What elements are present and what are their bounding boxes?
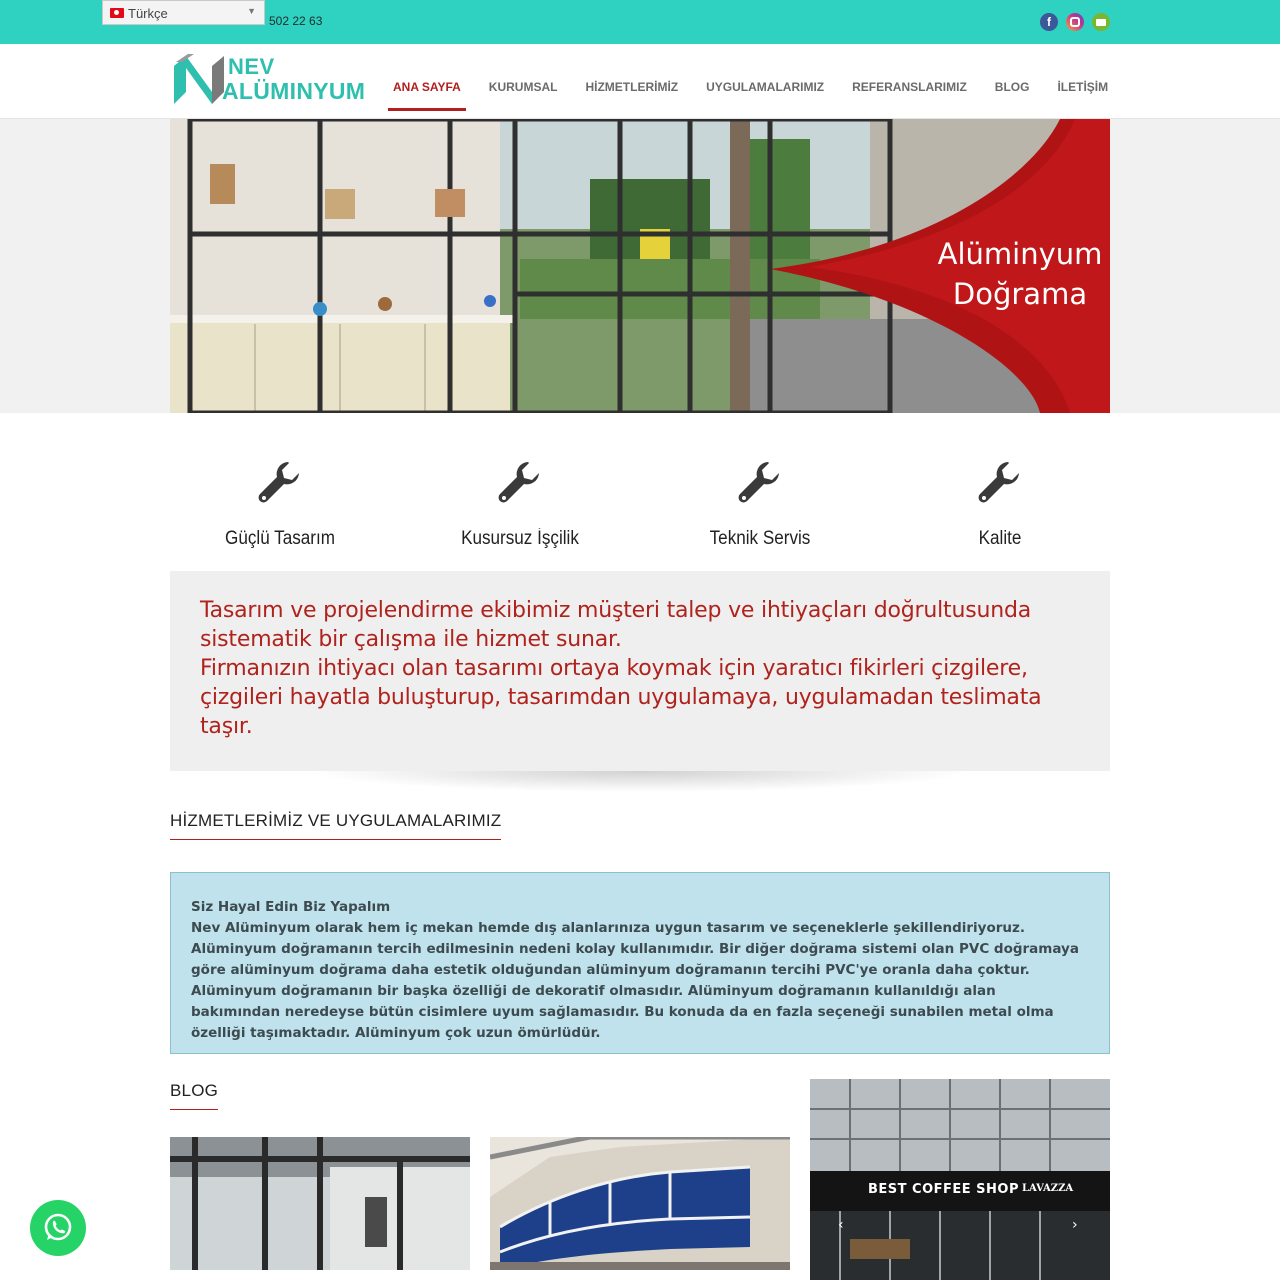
nav-item-corporate[interactable]: KURUMSAL (488, 80, 558, 94)
instagram-icon[interactable] (1066, 13, 1084, 31)
hero-caption-line1: Alüminyum (937, 237, 1103, 271)
blog-thumbnail[interactable] (170, 1137, 470, 1270)
intro-paragraph-1: Tasarım ve projelendirme ekibimiz müşteri talep ve ihtiyaçları doğrultusunda sistematik bir çalışma ile hizmet sunar. (200, 598, 1032, 652)
shop-sign-text: BEST COFFEE SHOP (868, 1182, 1020, 1197)
blog-image-balcony (490, 1137, 790, 1270)
nav-item-home[interactable]: ANA SAYFA (393, 80, 461, 111)
blog-image-coffee-shop (810, 1079, 1110, 1280)
nav-item-services[interactable]: HİZMETLERİMİZ (585, 80, 679, 94)
blog-section-title: BLOG (170, 1081, 218, 1110)
nav-item-contact[interactable]: İLETİŞİM (1057, 80, 1109, 94)
shop-brand-text: LAVAZZA (1022, 1183, 1074, 1194)
language-select[interactable] (102, 0, 265, 25)
site-header (0, 44, 1280, 119)
slider-prev-arrow[interactable]: ‹ (838, 1217, 844, 1233)
mail-icon[interactable] (1092, 13, 1110, 31)
intro-quote (170, 571, 1110, 771)
features-row (170, 460, 1110, 560)
wrench-icon (738, 460, 782, 504)
blog-featured-image[interactable] (810, 1079, 1110, 1280)
top-bar (0, 0, 1280, 44)
services-heading: Siz Hayal Edin Biz Yapalım (191, 899, 391, 915)
site-logo[interactable] (172, 52, 372, 108)
logo-mark-icon (172, 52, 226, 106)
nav-item-blog[interactable]: BLOG (994, 80, 1030, 94)
feature-item (170, 460, 390, 560)
feature-label: Kalite (978, 528, 1022, 549)
language-label: Türkçe (128, 6, 168, 21)
phone-number: 502 22 63 (269, 14, 323, 28)
feature-item (410, 460, 630, 560)
hero-caption (930, 234, 1110, 314)
feature-label: Kusursuz İşçilik (461, 528, 579, 549)
hero-slider[interactable] (170, 119, 1110, 413)
facebook-icon[interactable]: f (1040, 13, 1058, 31)
blog-image-door (170, 1137, 470, 1270)
slider-next-arrow[interactable]: › (1072, 1217, 1078, 1233)
wrench-icon (498, 460, 542, 504)
blog-thumbnail[interactable] (490, 1137, 790, 1270)
logo-line2: ALÜMINYUM (222, 78, 366, 104)
chevron-down-icon: ▼ (247, 6, 256, 16)
turkey-flag-icon (110, 8, 124, 18)
services-info-box (170, 872, 1110, 1054)
whatsapp-button[interactable] (30, 1200, 86, 1256)
hero-caption-line2: Doğrama (952, 277, 1088, 311)
whatsapp-icon (42, 1212, 74, 1244)
quote-shadow (170, 771, 1110, 801)
services-section-title: HİZMETLERİMİZ VE UYGULAMALARIMIZ (170, 811, 501, 840)
feature-item (650, 460, 870, 560)
feature-label: Teknik Servis (709, 528, 811, 549)
logo-line1: NEV (228, 54, 275, 79)
nav-item-applications[interactable]: UYGULAMALARIMIZ (706, 80, 825, 94)
main-nav (393, 80, 1108, 111)
intro-paragraph-2: Firmanızın ihtiyacı olan tasarımı ortaya koymak için yaratıcı fikirleri çizgilere, çizgileri hayatla buluşturup, tasarımdan uygulamaya, uygulamadan teslimata taşır. (200, 656, 1042, 739)
feature-item (890, 460, 1110, 560)
feature-label: Güçlü Tasarım (225, 528, 335, 549)
wrench-icon (258, 460, 302, 504)
nav-item-references[interactable]: REFERANSLARIMIZ (852, 80, 967, 94)
wrench-icon (978, 460, 1022, 504)
services-body: Nev Alüminyum olarak hem iç mekan hemde dış alanlarınıza uygun tasarım ve seçeneklerle şekillendiriyoruz. Alüminyum doğramanın tercih edilmesinin nedeni kolay kullanımıdır. Bir diğer doğrama sistemi olan PVC doğramaya göre alüminyum doğrama daha estetik olduğundan alüminyum doğramanın tercihi PVC'ye oranla daha çoktur. Alüminyum doğramanın bir başka özelliği de dekoratif olmasıdır. Alüminyum doğramanın kullanıldığı alan bakımından neredeyse bütün cisimlere uyum sağlamasıdır. Bu konuda da en fazla seçeneği sunabilen metal olma özelliği taşımaktadır. Alüminyum çok uzun ömürlüdür. (191, 920, 1079, 1041)
